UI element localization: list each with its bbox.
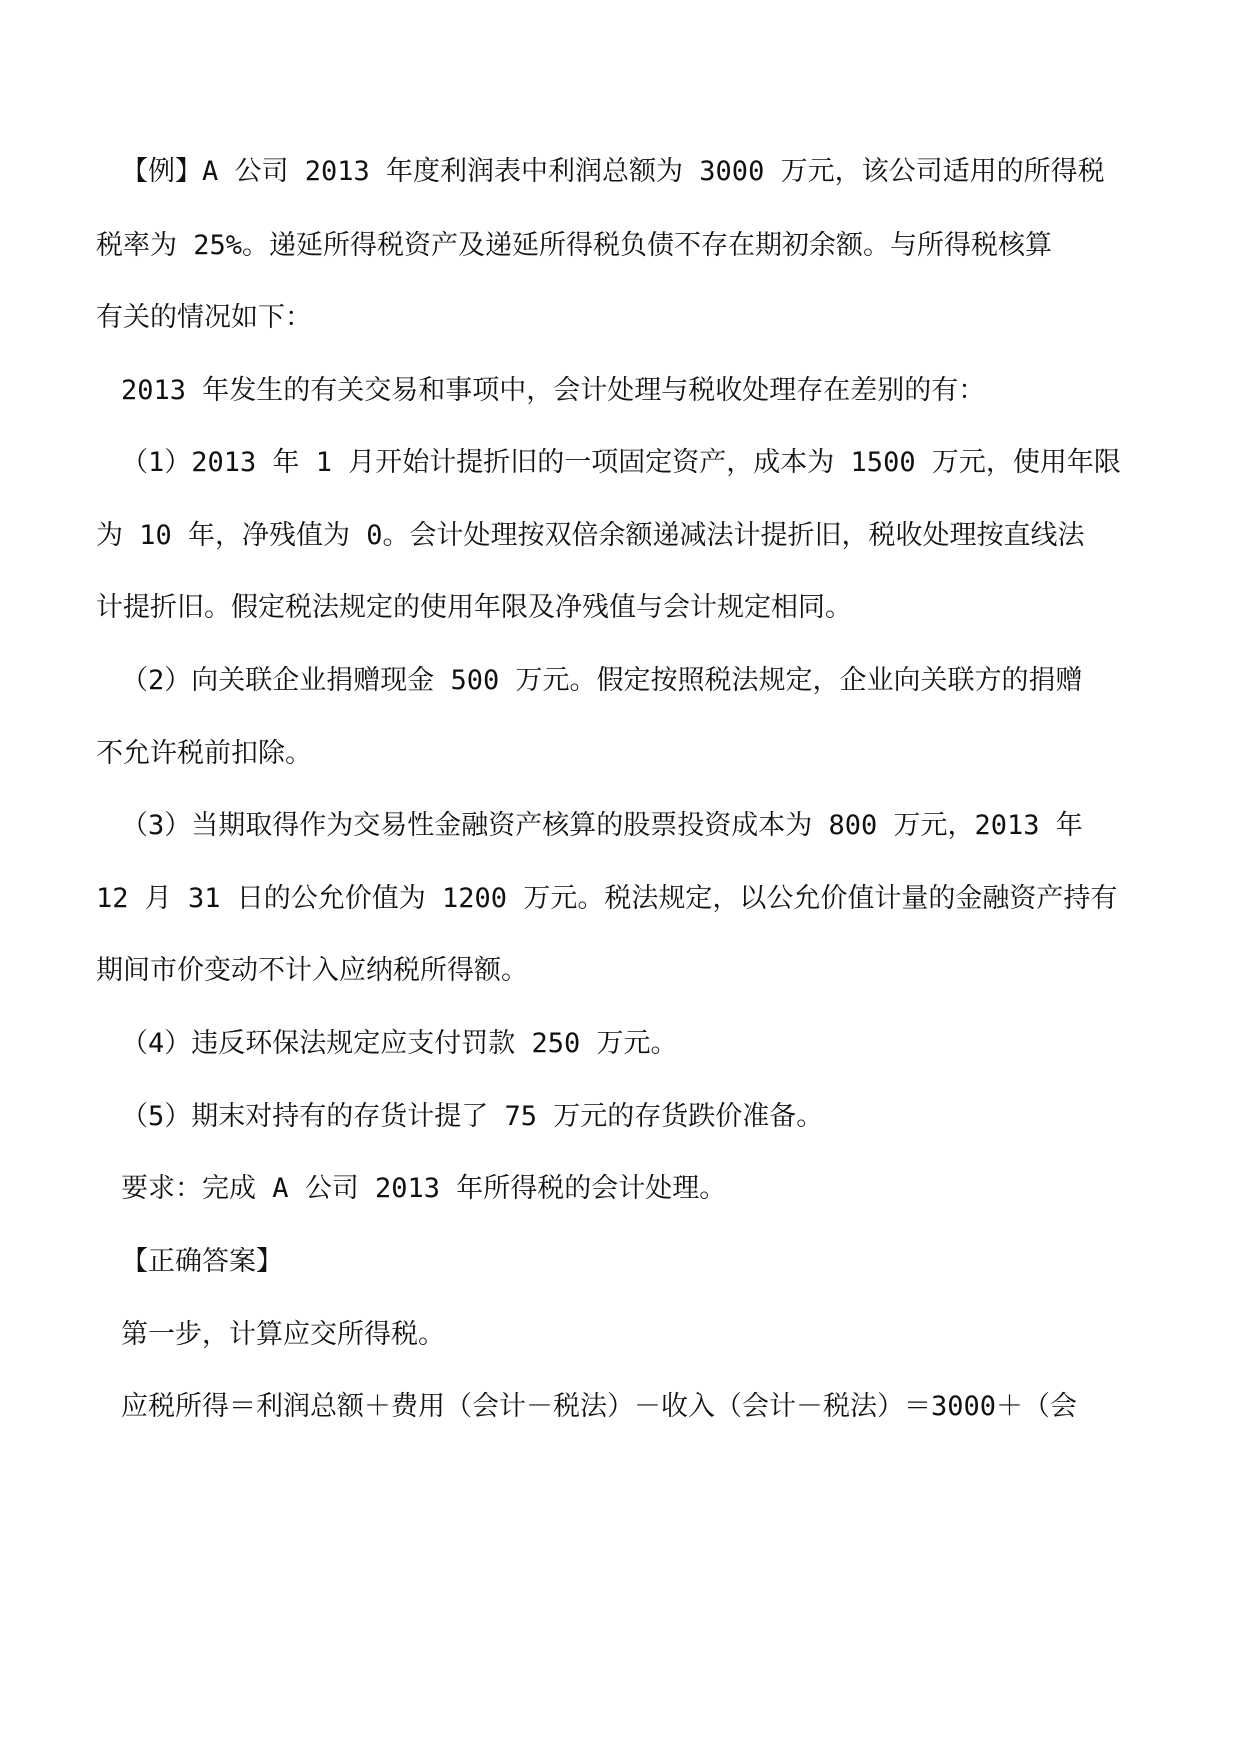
- paragraph-line: 期间市价变动不计入应纳税所得额。: [96, 955, 528, 986]
- paragraph-line: （4）违反环保法规定应支付罚款 250 万元。: [121, 1028, 678, 1059]
- paragraph-line: 2013 年发生的有关交易和事项中，会计处理与税收处理存在差别的有：: [121, 375, 986, 406]
- paragraph-line: 应税所得＝利润总额＋费用（会计－税法）－收入（会计－税法）＝3000＋（会: [121, 1391, 1078, 1422]
- paragraph-line: （5）期末对持有的存货计提了 75 万元的存货跌价准备。: [121, 1101, 824, 1132]
- paragraph-line: 税率为 25%。递延所得税资产及递延所得税负债不存在期初余额。与所得税核算: [96, 230, 1053, 261]
- paragraph-line: 【例】A 公司 2013 年度利润表中利润总额为 3000 万元，该公司适用的所得税: [121, 156, 1105, 187]
- paragraph-line: 12 月 31 日的公允价值为 1200 万元。税法规定，以公允价值计量的金融资产持有: [96, 883, 1118, 914]
- paragraph-line: 第一步，计算应交所得税。: [121, 1319, 445, 1350]
- paragraph-line: （1）2013 年 1 月开始计提折旧的一项固定资产，成本为 1500 万元，使用年限: [121, 447, 1121, 478]
- paragraph-line: 计提折旧。假定税法规定的使用年限及净残值与会计规定相同。: [96, 592, 852, 623]
- paragraph-line: 不允许税前扣除。: [96, 738, 312, 769]
- paragraph-line: （3）当期取得作为交易性金融资产核算的股票投资成本为 800 万元，2013 年: [121, 810, 1083, 841]
- paragraph-line: 要求：完成 A 公司 2013 年所得税的会计处理。: [121, 1173, 727, 1204]
- paragraph-line: 为 10 年，净残值为 0。会计处理按双倍余额递减法计提折旧，税收处理按直线法: [96, 520, 1085, 551]
- paragraph-line: （2）向关联企业捐赠现金 500 万元。假定按照税法规定，企业向关联方的捐赠: [121, 665, 1083, 696]
- paragraph-line: 【正确答案】: [121, 1246, 283, 1277]
- paragraph-line: 有关的情况如下：: [96, 302, 312, 333]
